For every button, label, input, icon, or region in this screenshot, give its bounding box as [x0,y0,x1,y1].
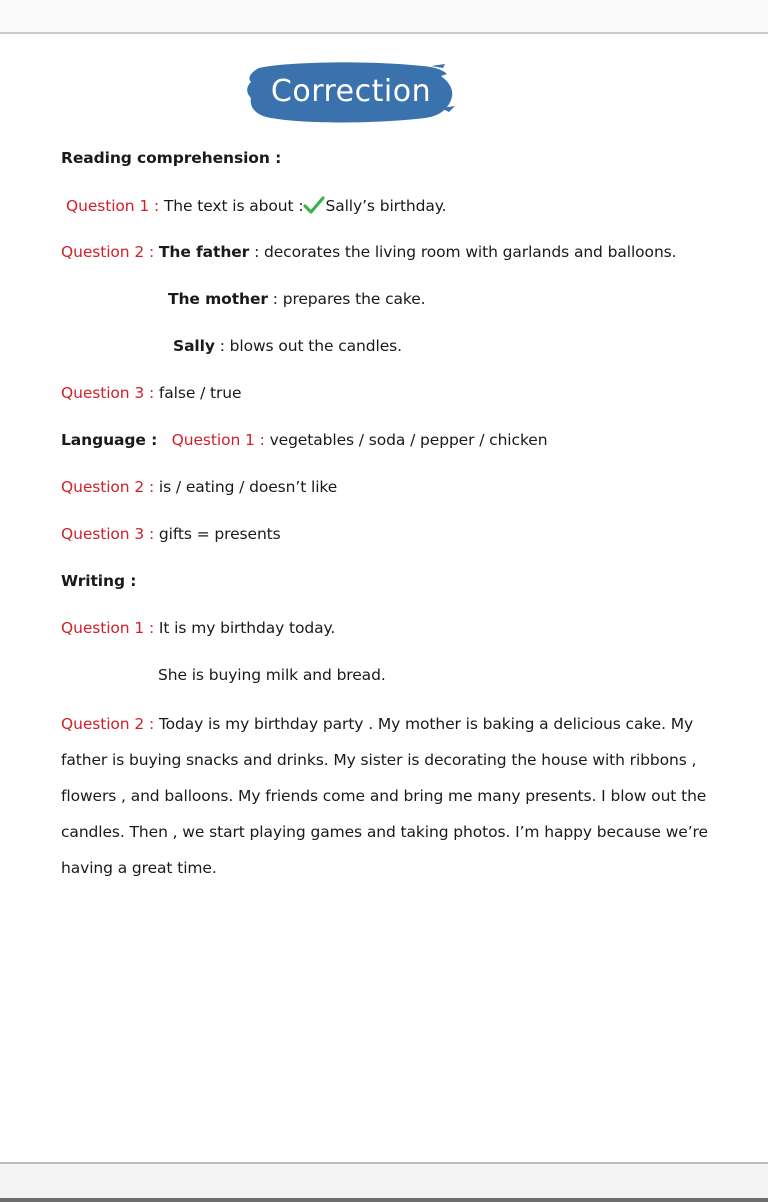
question-text: It is my birthday today. [158,619,336,637]
question-label: Question 2 : [61,243,155,261]
father-text: : decorates the living room with garlands and balloons. [254,243,677,261]
question-label: Question 2 : [61,715,155,733]
question-label: Question 1 : [171,431,265,449]
question-text: vegetables / soda / pepper / chicken [269,431,548,449]
writing-question-1 [61,619,335,637]
check-icon [303,196,325,214]
reading-heading: Reading comprehension : [61,149,282,167]
language-question-1 [61,431,547,449]
writing-heading: Writing : [61,572,137,590]
question-text: The text is about : [163,197,304,215]
title-banner [245,60,457,124]
question-label: Question 3 : [61,525,155,543]
writing-question-2 [61,706,721,886]
sally-text: : blows out the candles. [219,337,402,355]
language-question-3 [61,525,281,543]
sally-label: Sally [173,337,215,355]
father-label: The father [158,243,250,261]
page-title: Correction [270,74,432,109]
question-label: Question 1 : [61,619,155,637]
bottom-edge [0,1162,768,1202]
document-page [0,34,768,1162]
paragraph-text: Today is my birthday party . My mother is baking a delicious cake. My father is buying snacks and drinks. My sister is decorating the house with ribbons , flowers , and balloons. My friends come and bring me many presents. I blow out the candles. Then , we start playing games and taking photos. I’m happy because we’re having a great time. [61,715,708,877]
question-text: false / true [158,384,242,402]
question-label: Question 3 : [61,384,155,402]
question-text: is / eating / doesn’t like [158,478,338,496]
reading-question-2-mother [168,290,426,308]
question-text: gifts = presents [158,525,281,543]
writing-question-1-line-2: She is buying milk and bread. [158,666,386,684]
top-edge [0,0,768,34]
reading-question-3 [61,384,241,402]
question-answer: Sally’s birthday. [325,197,447,215]
mother-label: The mother [168,290,268,308]
mother-text: : prepares the cake. [272,290,426,308]
reading-question-2-sally [173,337,402,355]
question-label: Question 1 : [66,197,160,215]
language-heading: Language : [61,431,158,449]
reading-question-2 [61,243,676,261]
reading-question-1 [66,196,446,215]
language-question-2 [61,478,337,496]
question-label: Question 2 : [61,478,155,496]
